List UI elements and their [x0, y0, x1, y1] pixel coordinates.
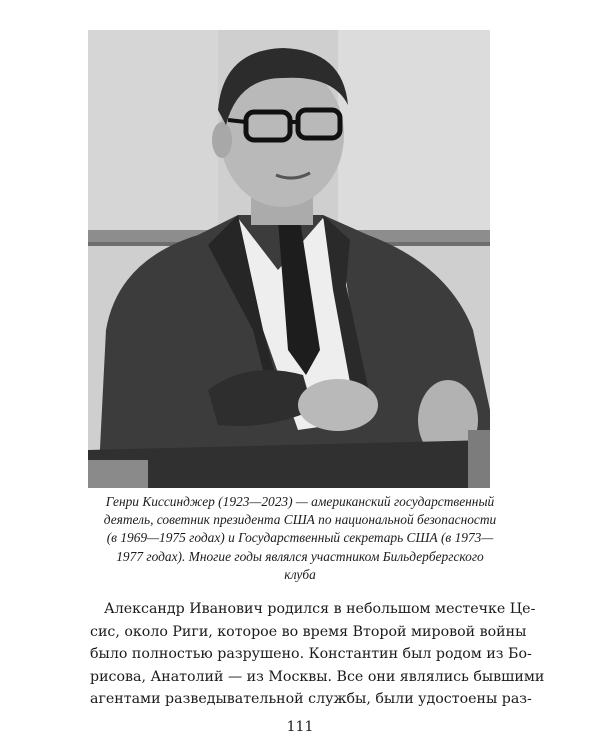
page-number: 111: [286, 719, 314, 735]
caption-line: Генри Киссинджер (1923—2023) — американский государственный: [105, 494, 495, 509]
caption-line: 1977 годах). Многие годы являлся участником Бильдербергского: [116, 548, 484, 564]
body-line: было полностью разрушено. Константин был родом из Бо-: [90, 646, 532, 663]
body-line: сис, около Риги, которое во время Второй мировой войны: [90, 623, 527, 640]
body-line: агентами разведывательной службы, были удостоены раз-: [90, 691, 532, 708]
body-line: Александр Иванович родился в небольшом местечке Це-: [104, 601, 536, 617]
body-line: рисова, Анатолий — из Москвы. Все они являлись бывшими: [90, 668, 545, 685]
portrait-photo: [88, 30, 490, 488]
caption-line: (в 1969—1975 годах) и Государственный секретарь США (в 1973—: [106, 530, 494, 546]
photo-caption: [70, 493, 530, 584]
caption-line: клуба: [284, 566, 316, 582]
body-paragraph: [90, 598, 545, 711]
caption-line: деятель, советник президента США по национальной безопасности: [103, 512, 497, 528]
